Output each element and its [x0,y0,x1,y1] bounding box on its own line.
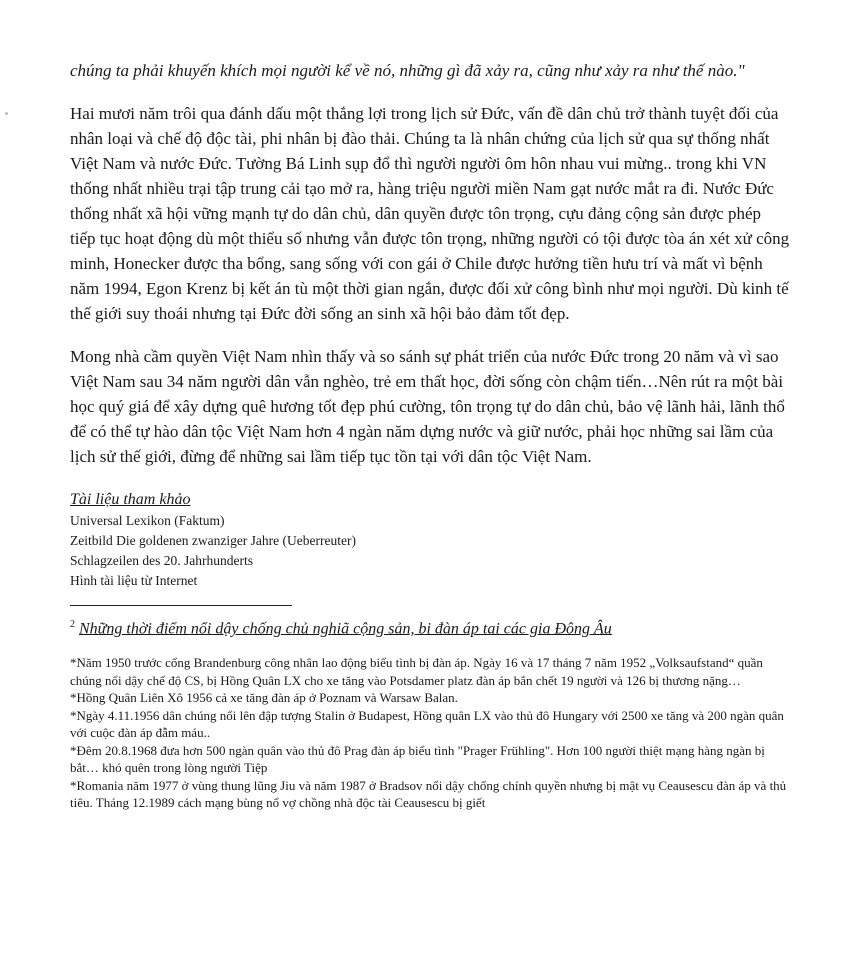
footnote-heading [70,614,790,640]
quote-ending: chúng ta phải khuyến khích mọi người kể về nó, những gì đã xảy ra, cũng như xảy ra như thế nào." [70,61,745,80]
footnote-separator [70,605,292,606]
reference-item: Hình tài liệu từ Internet [70,573,198,588]
footnote-title: Những thời điểm nổi dậy chống chủ nghiã cộng sản, bi đàn áp tai các gia Đông Âu [79,620,612,638]
paragraph-germany-reunification: Hai mươi năm trôi qua đánh dấu một thắng lợi trong lịch sử Đức, vấn đề dân chủ trở thành tuyệt đối của nhân loại và chế độ độc tài, phi nhân bị đào thải. Chúng ta là nhân chứng của lịch sử qua sự thống nhất Việt Nam và nước Đức. Tường Bá Linh sụp đổ thì người người ôm hôn nhau vui mừng.. trong khi VN thống nhất nhiều trại tập trung cải tạo mở ra, hàng triệu người miền Nam gạt nước mắt ra đi. Nước Đức thống nhất xã hội vững mạnh tự do dân chủ, dân quyền được tôn trọng, cựu đảng cộng sản được phép tiếp tục hoạt động dù một thiểu số nhưng vẫn được tôn trọng, những người có tội được tòa án xét xử công minh, Honecker được tha bổng, sang sống với con gái ở Chile được hưởng tiền hưu trí và mất vì bệnh năm 1994, Egon Krenz bị kết án tù một thời gian ngắn, được đối xử công bình như mọi người. Dù kinh tế thế giới suy thoái nhưng tại Đức đời sống an sinh xã hội bảo đảm tốt đẹp. [70,104,790,323]
footnote-item: *Romania năm 1977 ở vùng thung lũng Jiu và năm 1987 ở Bradsov nổi dậy chống chính quyền nhưng bị mật vụ Ceausescu đàn áp và thủ tiêu. Tháng 12.1989 cách mạng bùng nổ vợ chồng nhà độc tài Ceausescu bị giết [70,777,787,811]
reference-item: Universal Lexikon (Faktum) [70,513,225,528]
reference-item: Zeitbild Die goldenen zwanziger Jahre (Ueberreuter) [70,533,356,548]
scan-speck [5,112,8,115]
document-page [70,58,790,812]
footnote-item: *Năm 1950 trước cổng Brandenburg công nhân lao động biểu tình bị đàn áp. Ngày 16 và 17 tháng 7 năm 1952 „Volksaufstand“ quần chúng nổi dậy chế độ CS, bị Hồng Quân LX cho xe tăng vào Potsdamer platz đàn áp bắn chết 19 người và 126 bị thương nặng… [70,655,763,688]
paragraph-vietnam-lesson: Mong nhà cầm quyền Việt Nam nhìn thấy và so sánh sự phát triển của nước Đức trong 20 năm và vì sao Việt Nam sau 34 năm người dân vẫn nghèo, trẻ em thất học, đời sống còn chậm tiến…Nên rút ra một bài học quý giá để xây dựng quê hương tốt đẹp phú cường, tôn trọng tự do dân chủ, bảo vệ lãnh hải, lãnh thổ để có thể tự hào dân tộc Việt Nam hơn 4 ngàn năm dựng nước và giữ nước, phải học những sai lầm của lịch sử thế giới, đừng để những sai lầm tiếp tục tồn tại với dân tộc Việt Nam. [70,347,785,466]
footnote-list [70,654,790,812]
reference-item: Schlagzeilen des 20. Jahrhunderts [70,553,253,568]
references-section [70,489,790,591]
references-title: Tài liệu tham khảo [70,491,191,508]
footnote-item: *Hồng Quân Liên Xô 1956 cả xe tăng đàn áp ở Poznam và Warsaw Balan. [70,690,458,706]
footnote-number: 2 [70,619,75,630]
footnote-item: *Đêm 20.8.1968 đưa hơn 500 ngàn quân vào thủ đô Prag đàn áp biểu tình "Prager Frühling". Hơn 100 người thiệt mạng hàng ngàn bị bắt… khó quên trong lòng người Tiệp [70,742,765,776]
footnote-item: *Ngày 4.11.1956 dân chúng nổi lên đập tượng Stalin ở Budapest, Hồng quân LX vào thủ đô Hungary với 2500 xe tăng và 200 ngàn quân với cuộc đàn áp đẫm máu.. [70,707,784,741]
